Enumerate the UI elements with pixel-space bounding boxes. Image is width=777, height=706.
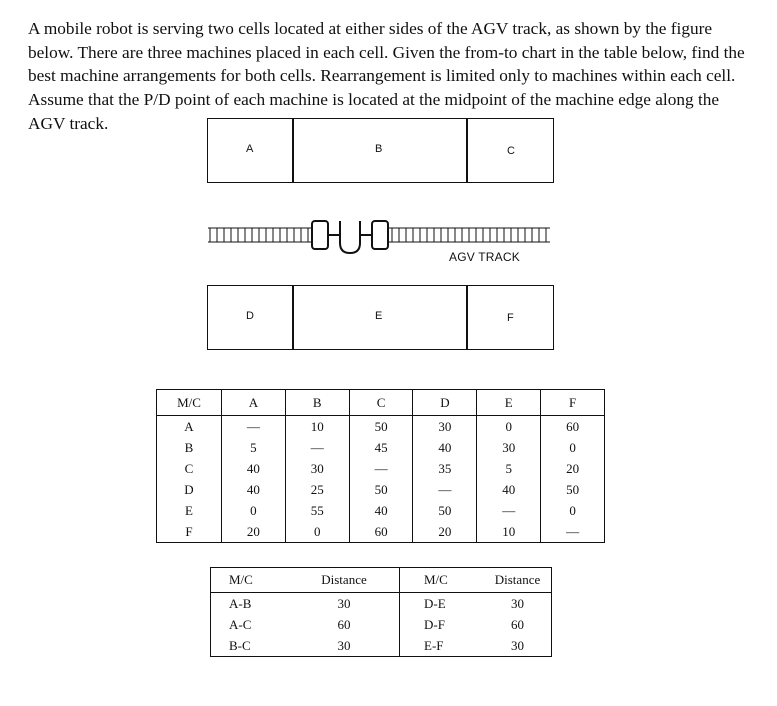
machine-c-label: C	[507, 145, 515, 157]
from-to-chart	[156, 389, 605, 543]
row-header: A	[157, 416, 222, 438]
cell: 10	[477, 521, 541, 543]
cell: —	[566, 523, 580, 539]
cell: 30	[413, 416, 477, 438]
cell: 50	[349, 416, 413, 438]
cell: 45	[349, 437, 413, 458]
row-header: F	[157, 521, 222, 543]
cell: 0	[569, 439, 576, 455]
cell: B-C	[229, 637, 251, 653]
machine-f-label: F	[507, 312, 514, 324]
col-header: E	[477, 390, 541, 416]
machine-a-label: A	[246, 143, 254, 155]
col-header: A	[222, 390, 286, 416]
cell: 25	[285, 479, 349, 500]
cell: 0	[285, 521, 349, 543]
table-row	[211, 593, 552, 615]
cell: 60	[566, 418, 580, 434]
table-row	[157, 416, 605, 438]
cell: 40	[349, 500, 413, 521]
cell: 30	[511, 595, 524, 611]
cell: E-F	[424, 637, 444, 653]
cell: 60	[349, 521, 413, 543]
agv-layout-figure	[200, 115, 560, 355]
dist-header: M/C	[400, 568, 485, 593]
mobile-robot	[312, 221, 388, 253]
table-row	[157, 437, 605, 458]
cell: D-E	[424, 595, 446, 611]
cell: 10	[285, 416, 349, 438]
cell: 5	[477, 458, 541, 479]
cell: —	[477, 500, 541, 521]
cell: 20	[566, 460, 580, 476]
table-row	[157, 458, 605, 479]
row-header: D	[157, 479, 222, 500]
cell: 50	[349, 479, 413, 500]
cell: 30	[477, 437, 541, 458]
cell: 30	[511, 637, 524, 653]
row-header: B	[157, 437, 222, 458]
cell: 40	[413, 437, 477, 458]
cell: 20	[222, 521, 286, 543]
cell: 40	[477, 479, 541, 500]
cell: 0	[569, 502, 576, 518]
cell: —	[413, 479, 477, 500]
cell: 60	[511, 616, 524, 632]
table-row	[211, 635, 552, 657]
distance-table	[210, 567, 552, 657]
cell: D-F	[424, 616, 445, 632]
cell: A-B	[229, 595, 252, 611]
cell: 5	[222, 437, 286, 458]
agv-track-label: AGV TRACK	[449, 250, 520, 264]
cell: 0	[222, 500, 286, 521]
dist-header: M/C	[211, 568, 290, 593]
machine-d-label: D	[246, 310, 254, 322]
table-row	[157, 500, 605, 521]
machine-b-label: B	[375, 143, 383, 155]
table-row	[211, 614, 552, 635]
cell: A-C	[229, 616, 252, 632]
col-header: D	[413, 390, 477, 416]
cell: —	[349, 458, 413, 479]
col-header: F	[541, 390, 605, 416]
cell: 30	[289, 593, 400, 615]
dist-header: Distance	[484, 568, 552, 593]
table-row	[157, 521, 605, 543]
problem-statement: A mobile robot is serving two cells located at either sides of the AGV track, as shown by the figure below. There are three machines placed in each cell. Given the from-to chart in the table below, find the best machine arrangements for both cells. Rearrangement is limited only to machines within each cell. Assume that the P/D point of each machine is located at the midpoint of the machine edge along the AGV track.	[28, 19, 745, 133]
cell: 50	[413, 500, 477, 521]
cell: 0	[477, 416, 541, 438]
cell: 55	[285, 500, 349, 521]
row-header: E	[157, 500, 222, 521]
cell: 30	[289, 635, 400, 657]
row-header: C	[157, 458, 222, 479]
col-header: C	[349, 390, 413, 416]
machine-e-label: E	[375, 310, 383, 322]
dist-header: Distance	[289, 568, 400, 593]
agv-track	[200, 215, 560, 255]
cell: 30	[285, 458, 349, 479]
table-row	[157, 479, 605, 500]
cell: —	[222, 416, 286, 438]
cell: —	[285, 437, 349, 458]
from-to-corner-header: M/C	[157, 390, 222, 416]
cell: 50	[566, 481, 580, 497]
col-header: B	[285, 390, 349, 416]
cell: 20	[413, 521, 477, 543]
cell: 40	[222, 479, 286, 500]
cell: 60	[289, 614, 400, 635]
cell: 35	[413, 458, 477, 479]
cell: 40	[222, 458, 286, 479]
